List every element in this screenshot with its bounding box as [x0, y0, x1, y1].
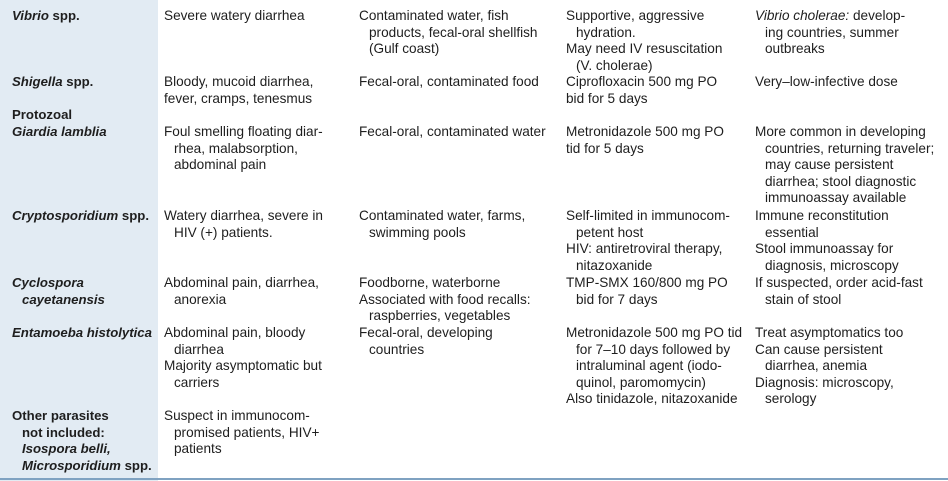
symptoms-shigella: Bloody, mucoid diarrhea, fever, cramps, tenesmus: [164, 74, 314, 106]
treatment-giardia: Metronidazole 500 mg PO tid for 5 days: [566, 124, 724, 156]
transmission-entamoeba: Fecal-oral, developing countries: [359, 325, 493, 357]
transmission-vibrio: Contaminated water, fish products, fecal-oral shellfish (Gulf coast): [359, 8, 538, 57]
comments-entamoeba: Treat asymptomatics too Can cause persistent diarrhea, anemia Diagnosis: microscopy, serology: [755, 325, 904, 407]
symptoms-giardia: Foul smelling floating diar- rhea, malabsorption, abdominal pain: [164, 124, 323, 173]
symptoms-vibrio: Severe watery diarrhea: [164, 8, 305, 23]
transmission-giardia: Fecal-oral, contaminated water: [359, 124, 546, 139]
treatment-entamoeba: Metronidazole 500 mg PO tid for 7–10 days followed by intraluminal agent (iodo- quinol, paromomycin) Also tinidazole, nitazoxanide: [566, 325, 743, 407]
symptoms-entamoeba: Abdominal pain, bloody diarrhea Majority asymptomatic but carriers: [164, 325, 322, 390]
treatment-shigella: Ciprofloxacin 500 mg PO bid for 5 days: [566, 74, 718, 106]
symptoms-other-parasites: Suspect in immunocom- promised patients, HIV+ patients: [164, 408, 320, 457]
organism-vibrio: Vibrio spp.: [12, 8, 80, 23]
organism-shigella: Shigella spp.: [12, 74, 94, 89]
group-label-protozoal: Protozoal: [12, 107, 73, 122]
organism-giardia: Giardia lamblia: [12, 124, 107, 139]
treatment-cyclospora: TMP-SMX 160/800 mg PO bid for 7 days: [566, 275, 728, 307]
organism-cyclospora: Cyclospora cayetanensis: [12, 275, 105, 307]
treatment-vibrio: Supportive, aggressive hydration. May need IV resuscitation (V. cholerae): [566, 8, 723, 73]
treatment-cryptosporidium: Self-limited in immunocom- petent host HIV: antiretroviral therapy, nitazoxanide: [566, 208, 730, 273]
transmission-cryptosporidium: Contaminated water, farms, swimming pools: [359, 208, 526, 240]
comments-cyclospora: If suspected, order acid-fast stain of stool: [755, 275, 923, 307]
comments-giardia: More common in developing countries, returning traveler; may cause persistent diarrhea; stool diagnostic immunoassay available: [755, 124, 935, 206]
organism-entamoeba: Entamoeba histolytica: [12, 325, 152, 340]
symptoms-cyclospora: Abdominal pain, diarrhea, anorexia: [164, 275, 319, 307]
organism-other-parasites: Other parasites not included: Isospora belli, Microsporidium spp.: [12, 408, 152, 473]
transmission-shigella: Fecal-oral, contaminated food: [359, 74, 539, 89]
comments-cryptosporidium: Immune reconstitution essential Stool immunoassay for diagnosis, microscopy: [755, 208, 899, 273]
comments-shigella: Very–low-infective dose: [755, 74, 898, 89]
organism-cryptosporidium: Cryptosporidium spp.: [12, 208, 150, 223]
transmission-cyclospora: Foodborne, waterborne Associated with food recalls: raspberries, vegetables: [359, 275, 531, 324]
comments-vibrio: Vibrio cholerae: develop- ing countries, summer outbreaks: [755, 8, 906, 57]
table-bottom-rule: [0, 478, 948, 480]
symptoms-cryptosporidium: Watery diarrhea, severe in HIV (+) patients.: [164, 208, 323, 240]
